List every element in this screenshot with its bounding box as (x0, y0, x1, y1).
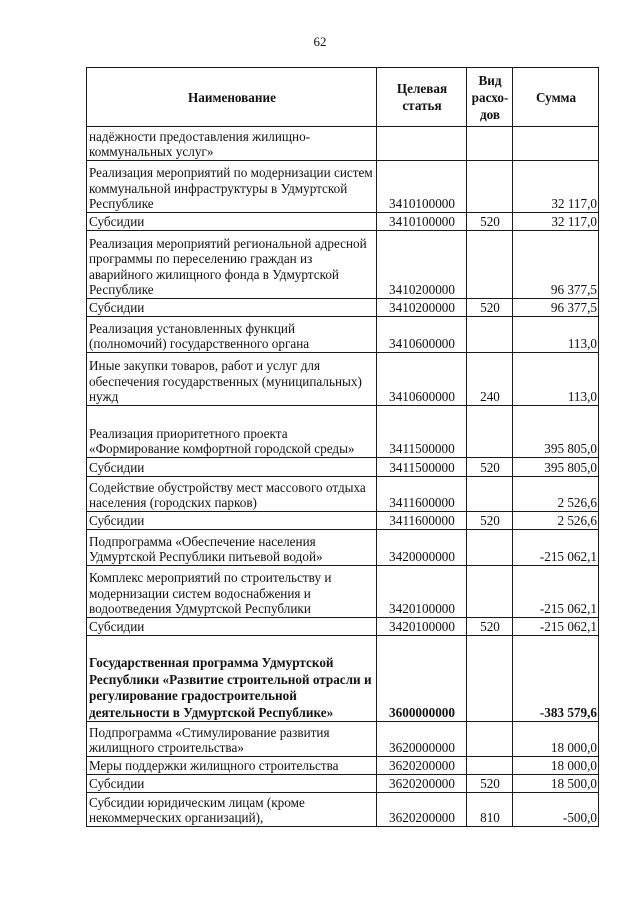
row-expense-type (467, 317, 513, 353)
row-sum: 113,0 (513, 317, 599, 353)
row-name: надёжности предоставления жилищно-коммунальных услуг» (87, 127, 377, 161)
row-expense-type: 520 (467, 618, 513, 636)
row-sum: 96 377,5 (513, 231, 599, 299)
row-sum: 18 000,0 (513, 722, 599, 757)
table-row (87, 722, 599, 757)
table-row (87, 636, 599, 722)
column-header-target-article: Целевая статья (377, 68, 467, 127)
row-expense-type (467, 406, 513, 458)
row-name: Содействие обустройству мест массового отдыха населения (городских парков) (87, 477, 377, 512)
row-sum: 395 805,0 (513, 406, 599, 458)
row-sum (513, 127, 599, 161)
row-target-article: 3600000000 (377, 636, 467, 722)
row-name: Реализация мероприятий по модернизации систем коммунальной инфраструктуры в Удмуртской Республике (87, 161, 377, 213)
row-name: Меры поддержки жилищного строительства (87, 757, 377, 775)
table-row (87, 317, 599, 353)
row-expense-type (467, 161, 513, 213)
row-expense-type: 520 (467, 213, 513, 231)
row-name: Реализация мероприятий региональной адресной программы по переселению граждан из аварийного жилищного фонда в Удмуртской Республике (87, 231, 377, 299)
row-target-article: 3410100000 (377, 213, 467, 231)
budget-table (86, 67, 599, 827)
row-sum: 395 805,0 (513, 458, 599, 477)
row-expense-type (467, 757, 513, 775)
row-target-article: 3410600000 (377, 317, 467, 353)
row-sum: -215 062,1 (513, 618, 599, 636)
row-expense-type (467, 231, 513, 299)
row-target-article: 3411500000 (377, 458, 467, 477)
row-target-article: 3411500000 (377, 406, 467, 458)
row-target-article: 3620200000 (377, 775, 467, 793)
table-row (87, 127, 599, 161)
column-header-name: Наименование (87, 68, 377, 127)
table-row (87, 299, 599, 317)
row-expense-type: 240 (467, 353, 513, 406)
row-expense-type: 520 (467, 458, 513, 477)
row-name: Субсидии (87, 213, 377, 231)
table-row (87, 512, 599, 530)
row-expense-type: 810 (467, 793, 513, 827)
row-target-article: 3410600000 (377, 353, 467, 406)
page-number: 62 (313, 34, 327, 49)
table-row (87, 775, 599, 793)
row-name: Комплекс мероприятий по строительству и модернизации систем водоснабжения и водоотведения Удмуртской Республики (87, 566, 377, 618)
column-header-sum: Сумма (513, 68, 599, 127)
table-header-row (87, 68, 599, 127)
row-expense-type (467, 127, 513, 161)
row-target-article: 3420100000 (377, 566, 467, 618)
row-target-article: 3420100000 (377, 618, 467, 636)
table-row (87, 757, 599, 775)
row-target-article (377, 127, 467, 161)
table-row (87, 231, 599, 299)
row-expense-type: 520 (467, 775, 513, 793)
row-sum: -215 062,1 (513, 566, 599, 618)
row-expense-type (467, 477, 513, 512)
row-target-article: 3620000000 (377, 722, 467, 757)
table-row (87, 213, 599, 231)
row-expense-type (467, 566, 513, 618)
row-sum: 32 117,0 (513, 213, 599, 231)
row-name: Субсидии (87, 458, 377, 477)
table-row (87, 618, 599, 636)
row-sum: 2 526,6 (513, 512, 599, 530)
row-sum: 18 000,0 (513, 757, 599, 775)
table-row (87, 161, 599, 213)
row-name: Субсидии (87, 618, 377, 636)
table-row (87, 353, 599, 406)
row-name: Иные закупки товаров, работ и услуг для обеспечения государственных (муниципальных) нужд (87, 353, 377, 406)
row-target-article: 3420000000 (377, 530, 467, 566)
table-row (87, 793, 599, 827)
table-row (87, 477, 599, 512)
row-sum: 18 500,0 (513, 775, 599, 793)
row-name: Реализация приоритетного проекта «Формирование комфортной городской среды» (87, 406, 377, 458)
row-name: Субсидии (87, 512, 377, 530)
row-name: Подпрограмма «Обеспечение населения Удмуртской Республики питьевой водой» (87, 530, 377, 566)
row-name: Субсидии (87, 299, 377, 317)
row-expense-type: 520 (467, 299, 513, 317)
column-header-expense-type: Вид расхо-дов (467, 68, 513, 127)
row-sum: 2 526,6 (513, 477, 599, 512)
row-target-article: 3620200000 (377, 757, 467, 775)
row-expense-type (467, 636, 513, 722)
table-row (87, 530, 599, 566)
row-name: Реализация установленных функций (полномочий) государственного органа (87, 317, 377, 353)
row-expense-type (467, 722, 513, 757)
row-target-article: 3411600000 (377, 512, 467, 530)
row-sum: -215 062,1 (513, 530, 599, 566)
row-sum: 32 117,0 (513, 161, 599, 213)
row-target-article: 3410200000 (377, 231, 467, 299)
table-row (87, 458, 599, 477)
row-name: Субсидии (87, 775, 377, 793)
table-row (87, 566, 599, 618)
row-expense-type: 520 (467, 512, 513, 530)
row-target-article: 3411600000 (377, 477, 467, 512)
row-expense-type (467, 530, 513, 566)
row-sum: -500,0 (513, 793, 599, 827)
row-sum: 96 377,5 (513, 299, 599, 317)
row-target-article: 3620200000 (377, 793, 467, 827)
row-name: Государственная программа Удмуртской Республики «Развитие строительной отрасли и регулирование градостроительной деятельности в Удмуртской Республике» (87, 636, 377, 722)
row-name: Подпрограмма «Стимулирование развития жилищного строительства» (87, 722, 377, 757)
row-target-article: 3410100000 (377, 161, 467, 213)
row-target-article: 3410200000 (377, 299, 467, 317)
table-row (87, 406, 599, 458)
row-sum: 113,0 (513, 353, 599, 406)
row-sum: -383 579,6 (513, 636, 599, 722)
row-name: Субсидии юридическим лицам (кроме некоммерческих организаций), (87, 793, 377, 827)
